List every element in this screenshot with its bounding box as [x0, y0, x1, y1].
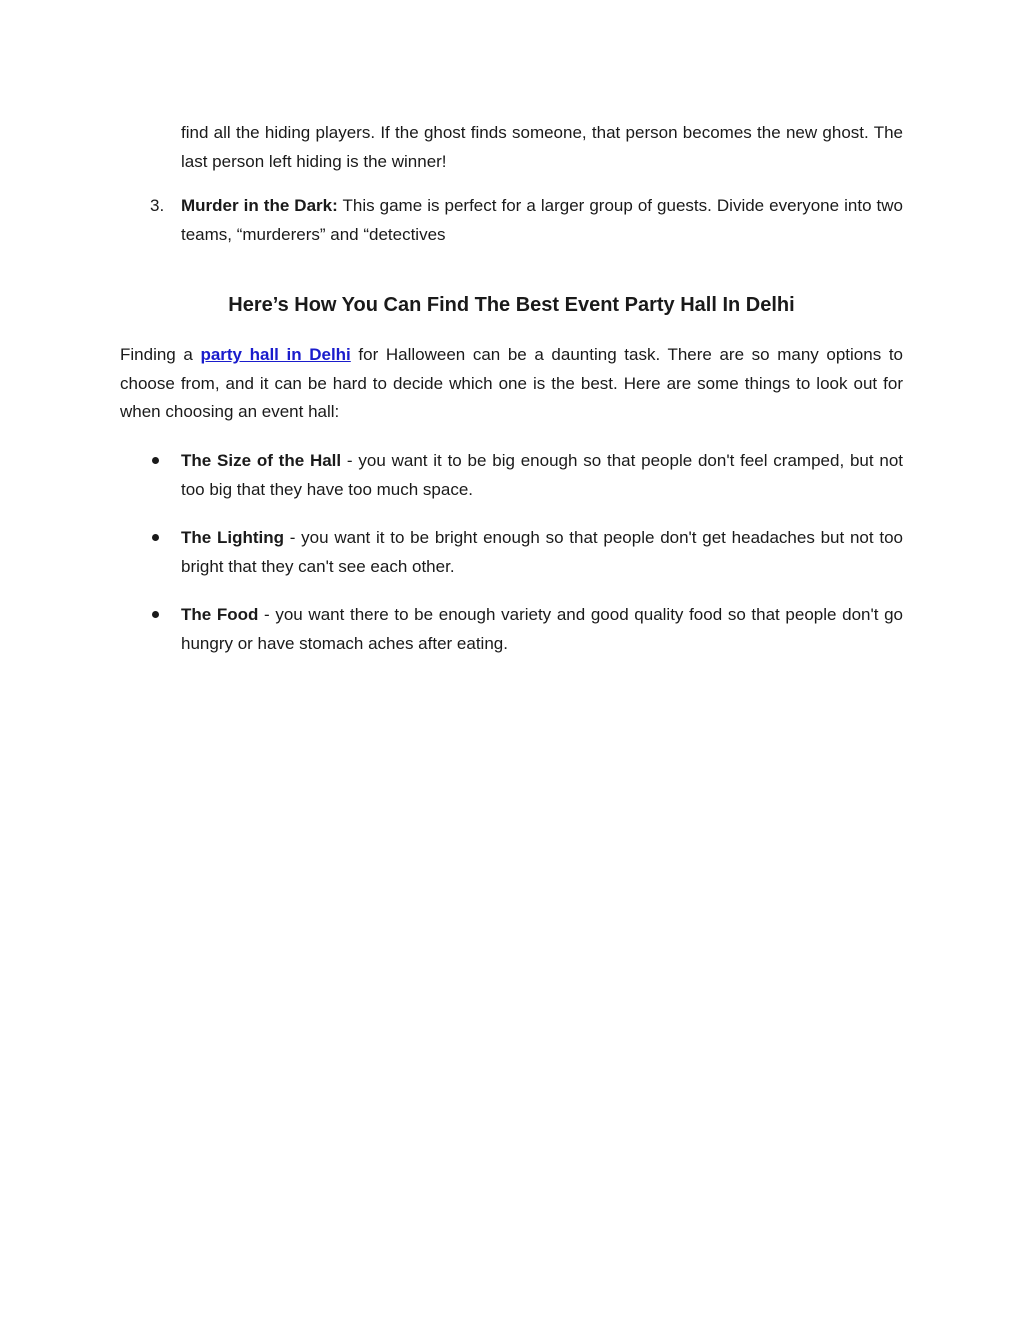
intro-paragraph	[120, 341, 903, 427]
bullet-title: The Size of the Hall	[181, 451, 342, 470]
bullet-text: - you want it to be bright enough so that people don't get headaches but not too bright that they can't see each other.	[181, 528, 903, 576]
list-item-body	[181, 192, 903, 249]
numbered-list-item	[150, 192, 903, 249]
list-item-title: Murder in the Dark:	[181, 196, 338, 215]
party-hall-link[interactable]: party hall in Delhi	[200, 345, 351, 364]
intro-after-link: for Halloween can be a daunting task. There are so many options to choose from, and it can be hard to decide which one is the best. Here are some things to look out for when choosing an event hall:	[120, 345, 903, 421]
bullet-item	[150, 601, 903, 658]
list-item-text: This game is perfect for a larger group of guests. Divide everyone into two teams, “murderers” and “detectives	[181, 196, 904, 244]
intro-before-link: Finding a	[120, 345, 201, 364]
continued-paragraph: find all the hiding players. If the ghost finds someone, that person becomes the new ghost. The last person left hiding is the winner!	[181, 123, 903, 171]
bullet-text: - you want there to be enough variety and good quality food so that people don't go hungry or have stomach aches after eating.	[181, 605, 903, 653]
list-number: 3.	[150, 196, 165, 215]
bullet-icon	[150, 447, 181, 504]
bullet-item	[150, 524, 903, 581]
bullet-list	[150, 447, 903, 678]
bullet-body	[181, 447, 903, 504]
bullet-title: The Lighting	[181, 528, 285, 547]
bullet-icon	[150, 601, 181, 658]
bullet-body	[181, 601, 903, 658]
bullet-item	[150, 447, 903, 504]
bullet-body	[181, 524, 903, 581]
section-heading: Here’s How You Can Find The Best Event Party Hall In Delhi	[228, 294, 795, 316]
bullet-title: The Food	[181, 605, 259, 624]
bullet-text: - you want it to be big enough so that people don't feel cramped, but not too big that they have too much space.	[181, 451, 904, 499]
bullet-icon	[150, 524, 181, 581]
